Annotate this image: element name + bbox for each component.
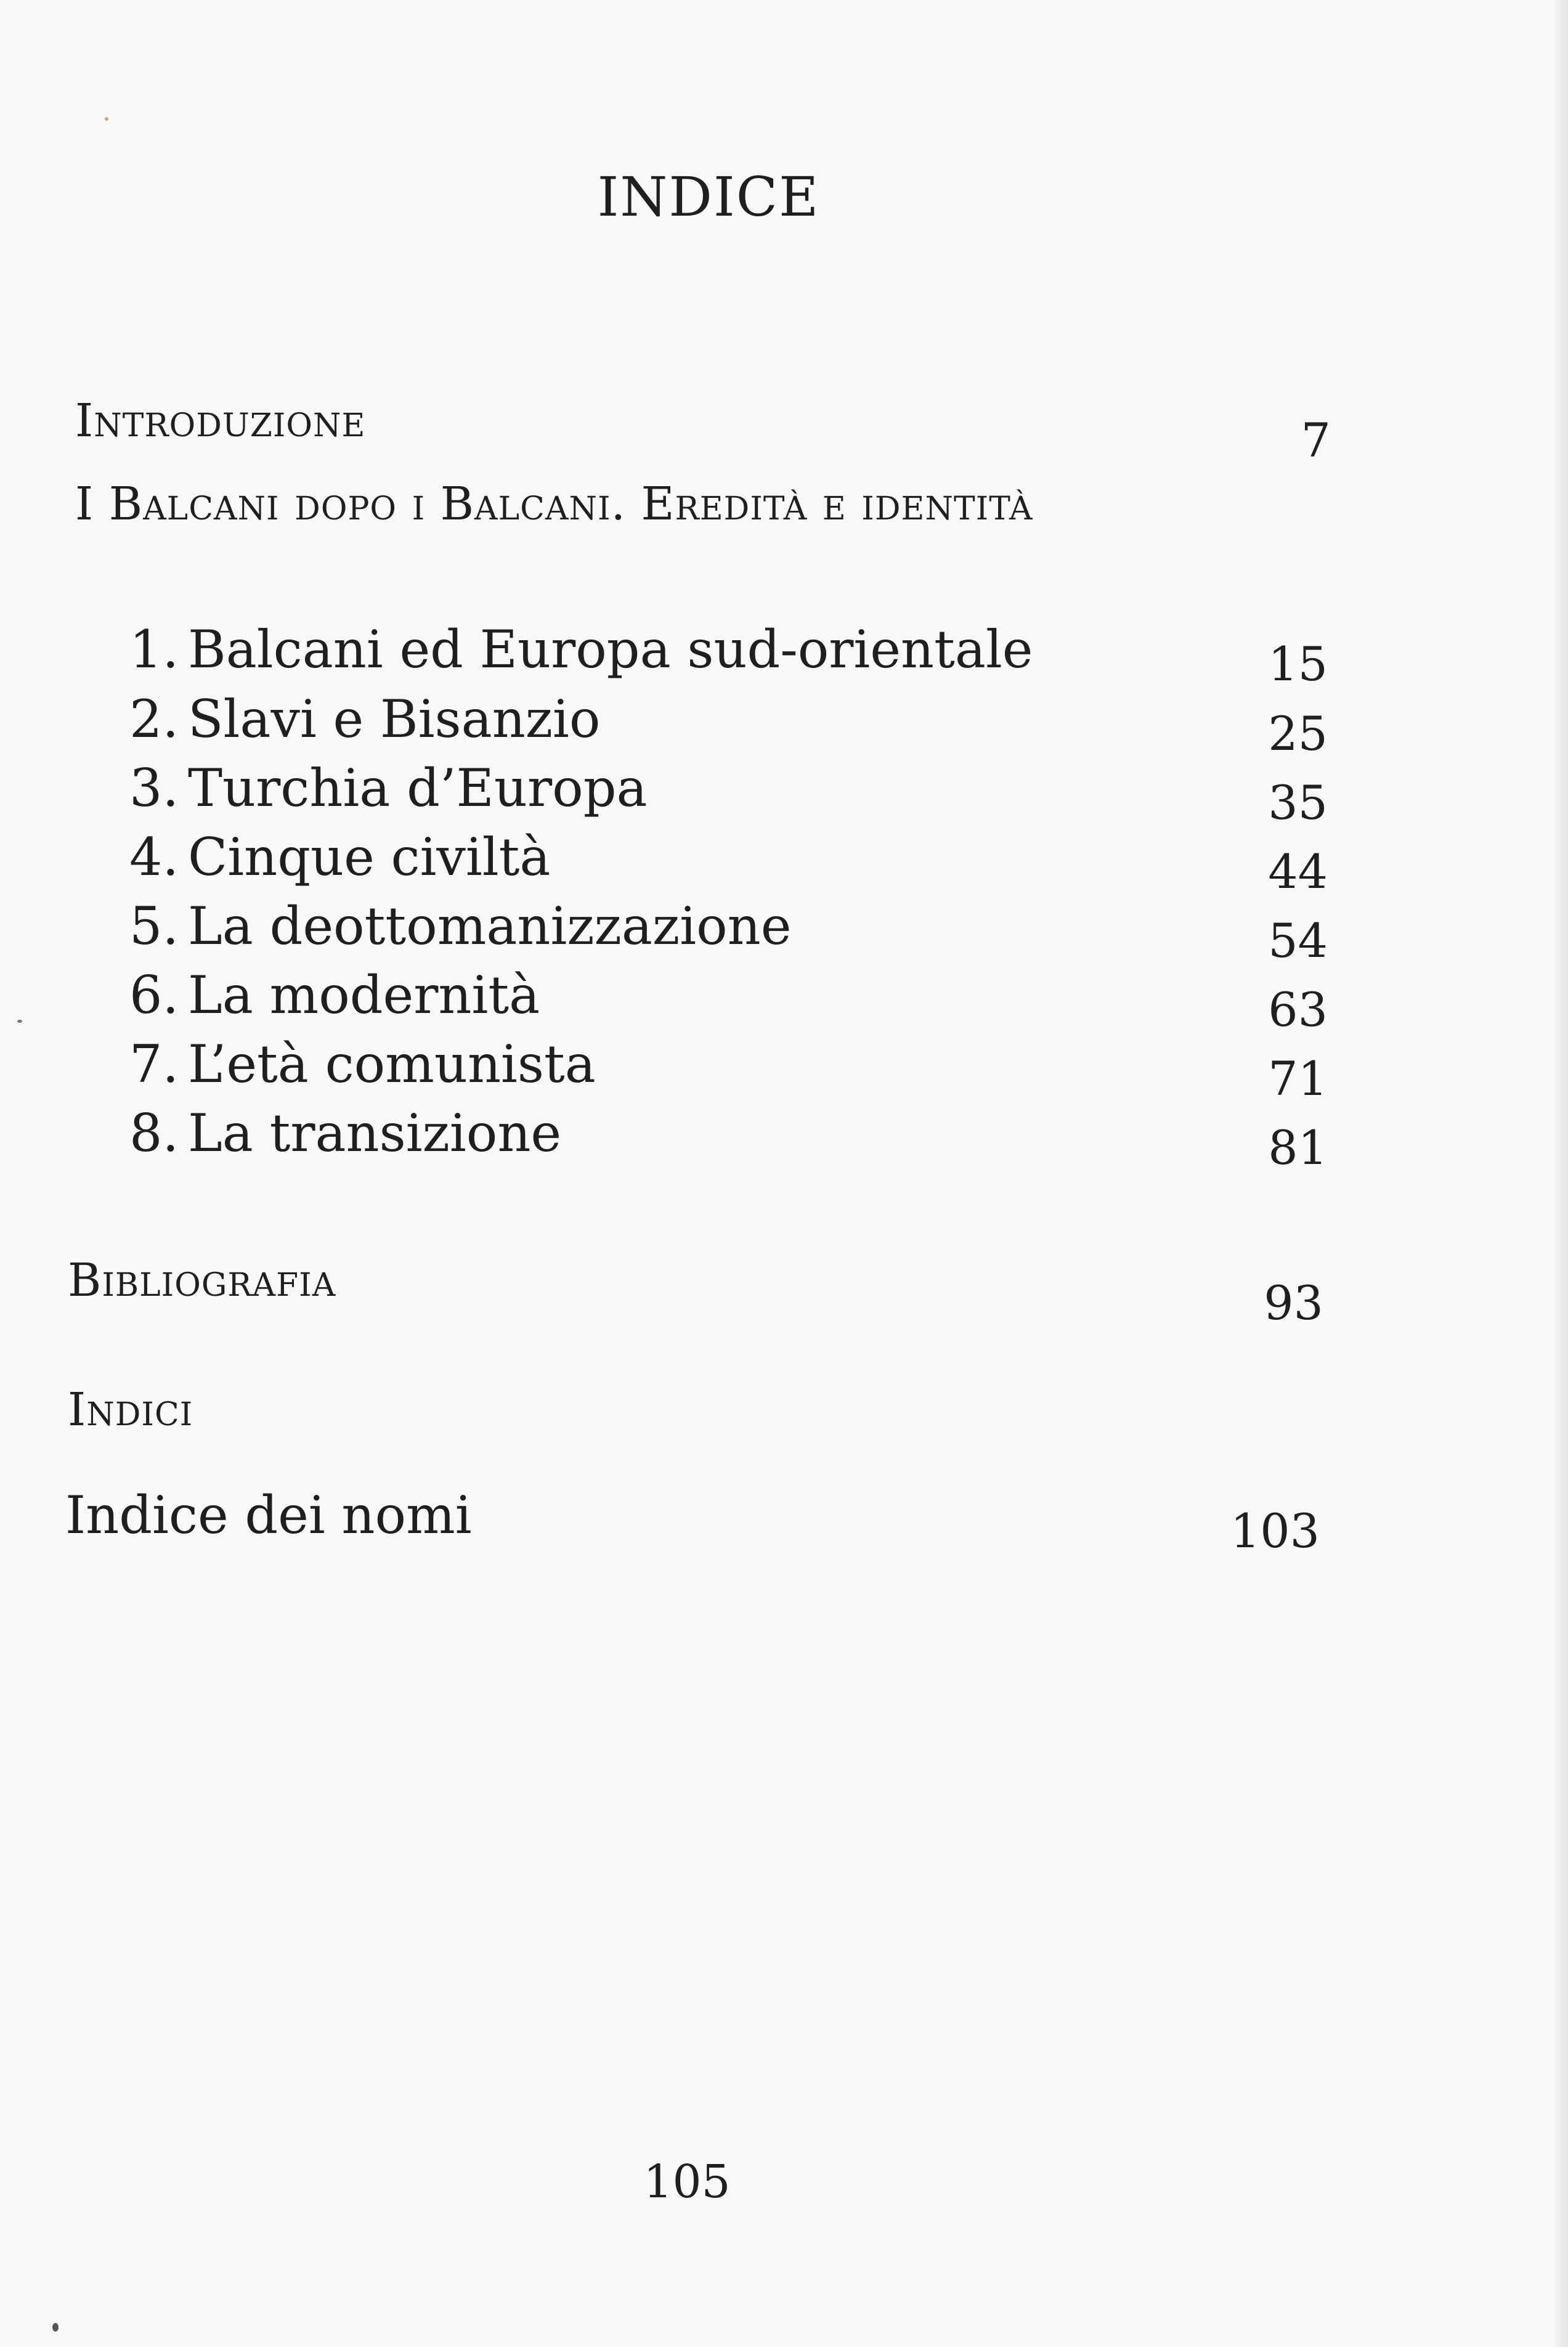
chapter-number: 4. bbox=[129, 827, 179, 887]
chapter-title: La modernità bbox=[188, 965, 540, 1025]
chapter-number: 6. bbox=[129, 965, 179, 1025]
bibliography-page-number: 93 bbox=[1264, 1275, 1323, 1330]
chapter-row bbox=[129, 619, 1033, 680]
scan-speck bbox=[105, 117, 108, 121]
chapter-title: Slavi e Bisanzio bbox=[188, 689, 601, 749]
chapter-row bbox=[129, 896, 792, 956]
scan-speck bbox=[52, 2323, 59, 2332]
chapter-row bbox=[129, 689, 601, 749]
name-index-page-number: 103 bbox=[1230, 1503, 1320, 1558]
page-edge-shadow bbox=[1554, 0, 1568, 2347]
intro-page-number: 7 bbox=[1301, 413, 1331, 468]
chapter-row bbox=[129, 758, 648, 818]
chapter-number: 7. bbox=[129, 1034, 179, 1094]
chapter-title: Balcani ed Europa sud-orientale bbox=[188, 619, 1033, 680]
intro-subtitle: I Balcani dopo i Balcani. Eredità e identità bbox=[75, 478, 1033, 531]
name-index-title: Indice dei nomi bbox=[65, 1485, 472, 1545]
chapter-row bbox=[129, 1103, 561, 1163]
chapter-row bbox=[129, 827, 550, 887]
chapter-page-number: 81 bbox=[1268, 1120, 1328, 1175]
chapter-row bbox=[129, 965, 540, 1025]
indices-label: Indici bbox=[68, 1383, 193, 1436]
chapter-number: 5. bbox=[129, 896, 179, 956]
chapter-page-number: 15 bbox=[1268, 637, 1328, 691]
chapter-page-number: 44 bbox=[1268, 844, 1328, 899]
chapter-title: La deottomanizzazione bbox=[188, 896, 792, 956]
bibliography-label: Bibliografia bbox=[68, 1254, 336, 1307]
chapter-page-number: 63 bbox=[1268, 982, 1328, 1037]
page-number: 105 bbox=[643, 2155, 731, 2208]
chapter-number: 2. bbox=[129, 689, 179, 749]
chapter-title: La transizione bbox=[188, 1103, 562, 1163]
chapter-number: 1. bbox=[129, 619, 179, 680]
chapter-number: 8. bbox=[129, 1103, 179, 1163]
chapter-number: 3. bbox=[129, 758, 179, 818]
chapter-title: Cinque civiltà bbox=[188, 827, 551, 887]
chapter-title: L’età comunista bbox=[188, 1034, 596, 1094]
intro-label: Introduzione bbox=[75, 394, 366, 447]
chapter-page-number: 71 bbox=[1268, 1051, 1328, 1106]
chapter-title: Turchia d’Europa bbox=[188, 758, 648, 818]
chapter-page-number: 54 bbox=[1268, 913, 1328, 968]
page-title: INDICE bbox=[597, 165, 820, 229]
chapter-row bbox=[129, 1034, 596, 1094]
scan-speck bbox=[17, 1020, 22, 1023]
chapter-page-number: 25 bbox=[1268, 706, 1328, 761]
chapter-page-number: 35 bbox=[1268, 775, 1328, 830]
